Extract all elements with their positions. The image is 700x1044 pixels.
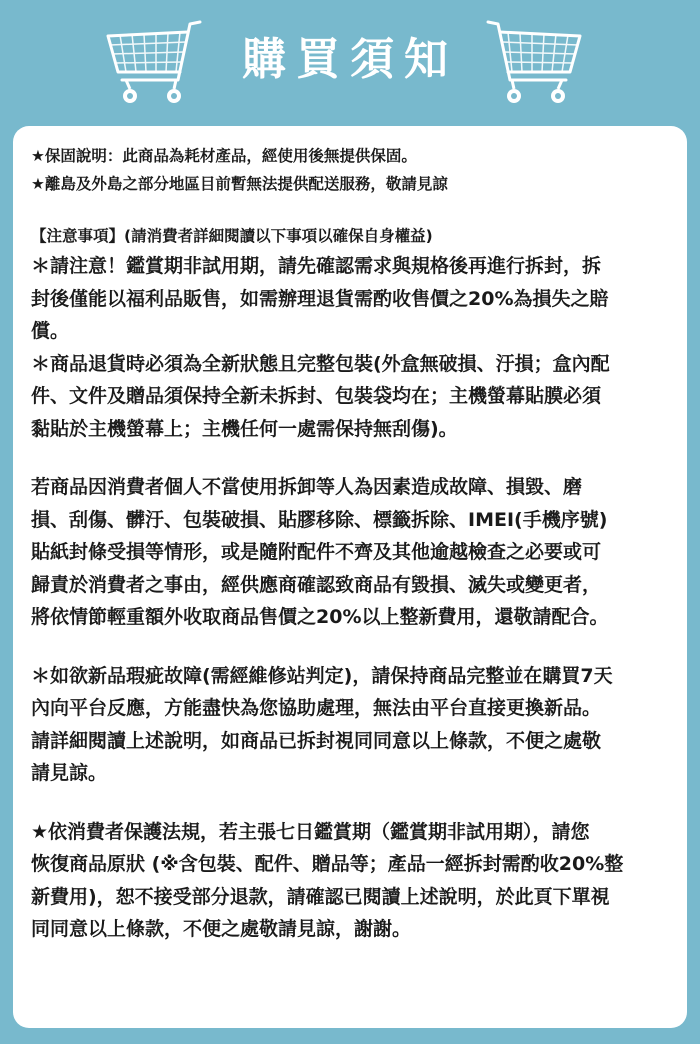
text-line: ★依消費者保護法規，若主張七日鑑賞期（鑑賞期非試用期），請您 — [31, 820, 590, 843]
text-line: 請見諒。 — [31, 762, 108, 784]
text-line: 內向平台反應，方能盡快為您協助處理，無法由平台直接更換新品。 — [31, 697, 602, 719]
paragraph-consumer-protection — [31, 816, 667, 946]
paragraph-defect-report — [31, 660, 667, 790]
text-line: 若商品因消費者個人不當使用拆卸等人為因素造成故障、損毀、磨 — [31, 476, 583, 498]
text-line: ＊如欲新品瑕疵故障(需經維修站判定)，請保持商品完整並在購買7天 — [31, 664, 613, 687]
notice-title: 【注意事項】(請消費者詳細閱讀以下事項以確保自身權益) — [31, 227, 433, 245]
text-line: 恢復商品原狀 (※含包裝、配件、贈品等；產品一經拆封需酌收20%整 — [31, 853, 624, 875]
text-line: 償。 — [31, 320, 70, 342]
text-line: ＊商品退貨時必須為全新狀態且完整包裝(外盒無破損、汙損；盒內配 — [31, 352, 610, 375]
text-line: 請詳細閱讀上述說明，如商品已拆封視同同意以上條款，不便之處敬 — [31, 729, 602, 752]
text-line: 損、刮傷、髒汙、包裝破損、貼膠移除、標籤拆除、IMEI(手機序號) — [31, 508, 608, 531]
paragraph-inspection-period — [31, 250, 667, 348]
paragraph-damage-fee — [31, 471, 667, 634]
notice-panel — [13, 126, 687, 1028]
page-title: 購買須知 — [242, 34, 458, 85]
text-line: 黏貼於主機螢幕上；主機任何一處需保持無刮傷)。 — [31, 417, 458, 440]
text-line: 封後僅能以福利品販售，如需辦理退貨需酌收售價之20%為損失之賠 — [31, 287, 609, 310]
header-banner — [0, 0, 700, 120]
text-line: 件、文件及贈品須保持全新未拆封、包裝袋均在；主機螢幕貼膜必須 — [31, 385, 602, 407]
text-line: 同同意以上條款，不便之處敬請見諒，謝謝。 — [31, 918, 412, 940]
text-line: 貼紙封條受損等情形，或是隨附配件不齊及其他逾越檢查之必要或可 — [31, 541, 602, 563]
text-line: 歸責於消費者之事由，經供應商確認致商品有毀損、滅失或變更者， — [31, 573, 602, 596]
shopping-cart-icon — [478, 14, 588, 114]
text-line: 新費用)，恕不接受部分退款，請確認已閱讀上述說明，於此頁下單視 — [31, 885, 610, 908]
text-line: 將依情節輕重額外收取商品售價之20%以上整新費用，還敬請配合。 — [31, 606, 609, 628]
paragraph-return-condition — [31, 348, 667, 446]
text-line: ＊請注意！鑑賞期非試用期，請先確認需求與規格後再進行拆封，拆 — [31, 255, 602, 277]
warranty-note: ★保固說明：此商品為耗材產品，經使用後無提供保固。 — [31, 147, 417, 165]
delivery-note: ★離島及外島之部分地區目前暫無法提供配送服務，敬請見諒 — [31, 175, 448, 193]
